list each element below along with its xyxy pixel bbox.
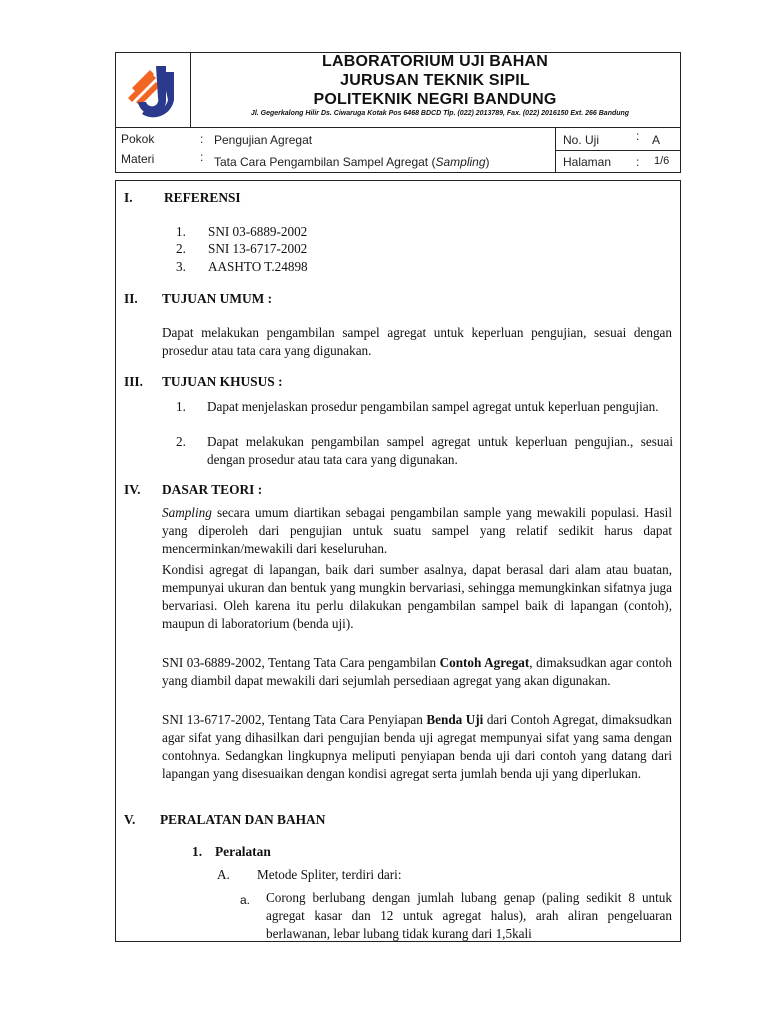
info-row-divider [555,150,681,151]
section-2-number: II. [124,291,138,306]
section-3-number: III. [124,374,143,389]
ref-text: SNI 03-6889-2002 [208,224,308,239]
polban-logo-icon [122,58,184,120]
section-4-title: DASAR TEORI : [162,482,263,497]
equipment-text: Corong berlubang dengan jumlah lubang genap (paling sedikit 8 untuk agregat kasar dan 12 untuk agregat halus), arah aliran pengeluaran berlawanan, lebar lubang tidak kurang dari 1,5kali [266,890,672,941]
header-line-2: JURUSAN TEKNIK SIPIL [340,72,530,89]
pokok-value: Pengujian Agregat [214,133,313,147]
materi-colon: : [200,150,204,164]
halaman-colon: : [636,155,640,169]
theory-paragraph-1: Sampling secara umum diartikan sebagai pengambilan sample yang mewakili populasi. Hasil yang diperoleh dari pengujian untuk suatu sampel yang relatif sedikit harus dapat mencerminkan/mewakili dari keseluruhan. [162,505,672,556]
pokok-colon: : [200,132,204,146]
no-uji-value: A [652,133,661,147]
theory-paragraph-2: Kondisi agregat di lapangan, baik dari sumber asalnya, dapat berasal dari alam atau buatan, mempunyai ukuran dan bentuk yang mungkin bervariasi, sehingga memungkinkan sifatnya juga bervariasi. Oleh karena itu perlu dilakukan pengambilan sampel baik di lapangan (contoh), maupun di laboratorium (benda uji). [162,562,672,631]
section-2-text: Dapat melakukan pengambilan sampel agregat untuk keperluan pengujian, sesuai dengan prosedur atau tata cara yang digunakan. [162,325,672,358]
objective-number: 2. [176,434,186,449]
section-1-number: I. [124,190,133,205]
objective-number: 1. [176,399,186,414]
section-1-title: REFERENSI [164,190,241,205]
theory-paragraph-4: SNI 13-6717-2002, Tentang Tata Cara Penyiapan Benda Uji dari Contoh Agregat, dimaksudkan agar sifat yang dihasilkan dari pengujian benda uji agregat mempunyai sifat yang sama dengan contohnya. Sedangkan lingkupnya meliputi penyiapan benda uji dari contoh yang datang dari lapangan yang disesuaikan dengan kondisi agregat serta jumlah benda uji yang diperlukan. [162,712,672,781]
header-line-3: POLITEKNIK NEGRI BANDUNG [313,91,557,108]
header-line-1: LABORATORIUM UJI BAHAN [321,53,549,70]
no-uji-label: No. Uji [563,133,600,147]
section-2-title: TUJUAN UMUM : [162,291,273,306]
materi-label: Materi [121,152,155,166]
ref-number: 1. [176,224,186,239]
ref-text: AASHTO T.24898 [208,259,308,274]
materi-value: Tata Cara Pengambilan Sampel Agregat (Sampling) [214,155,490,169]
section-4-number: IV. [124,482,141,497]
subsection-number: 1. [192,844,203,859]
equipment-letter: a. [240,893,251,907]
objective-text: Dapat melakukan pengambilan sampel agregat untuk keperluan pengujian., sesuai dengan prosedur atau tata cara yang digunakan. [207,434,673,467]
section-3-title: TUJUAN KHUSUS : [162,374,283,389]
ref-number: 3. [176,259,186,274]
halaman-label: Halaman [563,155,612,169]
subsection-title: Peralatan [215,844,271,859]
objective-text: Dapat menjelaskan prosedur pengambilan sampel agregat untuk keperluan pengujian. [207,399,659,414]
method-letter: A. [217,867,230,882]
ref-number: 2. [176,241,186,256]
ref-text: SNI 13-6717-2002 [208,241,308,256]
pokok-label: Pokok [121,132,155,146]
section-5-title: PERALATAN DAN BAHAN [160,812,326,827]
theory-paragraph-3: SNI 03-6889-2002, Tentang Tata Cara pengambilan Contoh Agregat, dimaksudkan agar contoh yang diambil dapat mewakili dari sejumlah persediaan agregat yang akan digunakan. [162,655,672,688]
method-text: Metode Spliter, terdiri dari: [257,867,402,882]
section-5-number: V. [124,812,136,827]
halaman-value: 1/6 [654,155,670,167]
header-address: Jl. Gegerkalong Hilir Ds. Ciwaruga Kotak Pos 6468 BDCD Tlp. (022) 2013789, Fax. (022) 2016150 Ext. 266 Bandung [250,110,630,117]
no-uji-colon: : [636,129,640,143]
